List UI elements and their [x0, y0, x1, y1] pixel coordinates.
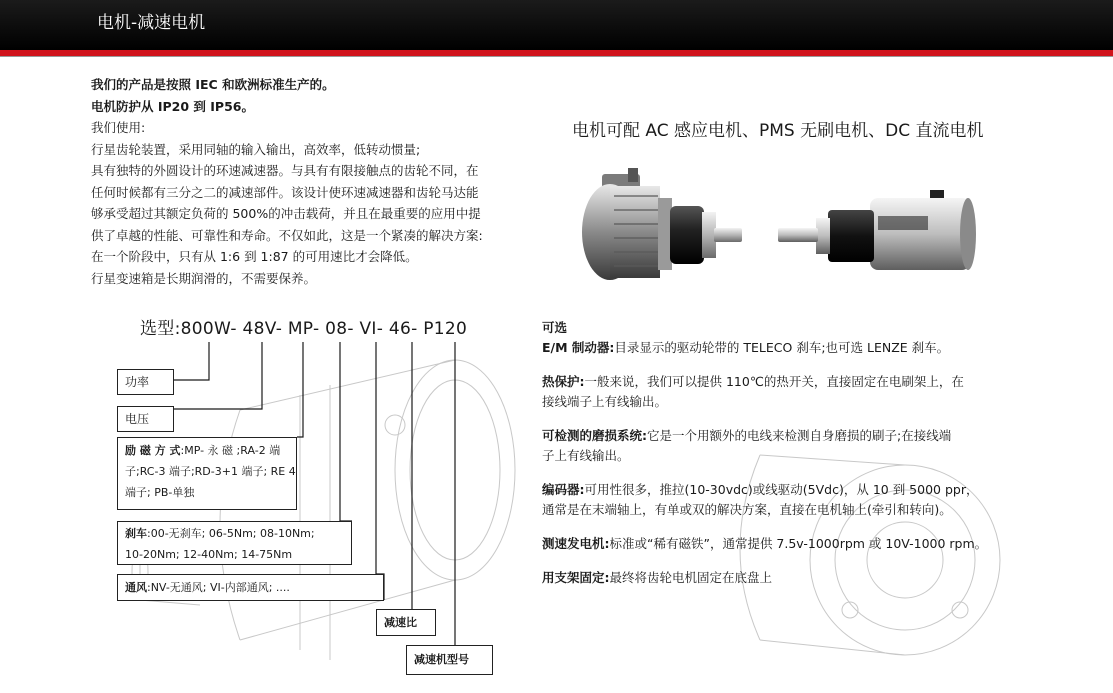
spec-power-text: 功率 — [125, 375, 150, 389]
option-label: 编码器: — [542, 482, 585, 497]
spec-power-label — [117, 369, 174, 395]
spec-brake-box — [117, 521, 352, 565]
spec-voltage-label — [117, 406, 174, 432]
option-text: 一般来说，我们可以提供 110℃的热开关，直接固定在电刷架上，在 — [584, 374, 964, 389]
intro-line: 够承受超过其额定负荷的 500%的冲击载荷，并且在最重要的应用中提 — [91, 206, 481, 221]
options-title: 可选 — [542, 320, 568, 335]
option-text: 目录显示的驱动轮带的 TELECO 刹车;也可选 LENZE 刹车。 — [614, 340, 950, 355]
option-label: 可检测的磨损系统: — [542, 428, 647, 443]
spec-excitation-title: 励 磁 方 式 — [125, 444, 181, 457]
intro-line: 我们使用: — [91, 120, 146, 135]
option-text: 它是一个用额外的电线来检测自身磨损的刷子;在接线端 — [647, 428, 952, 443]
spec-excitation-box — [117, 437, 297, 510]
spec-excitation-text: 子;RC-3 端子;RD-3+1 端子; RE 4 — [125, 465, 296, 478]
spec-ratio-label — [376, 609, 436, 636]
option-item — [542, 568, 1022, 588]
option-text: 标准或“稀有磁铁”，通常提供 7.5v-1000rpm 或 10V-1000 rpm。 — [609, 536, 988, 551]
spec-ventilation-title: 通风 — [125, 581, 147, 594]
intro-line: 我们的产品是按照 IEC 和欧洲标准生产的。 — [91, 77, 335, 92]
spec-gearbox-model-text: 减速机型号 — [414, 653, 469, 666]
spec-brake-text: :00-无刹车; 06-5Nm; 08-10Nm; — [147, 527, 315, 540]
page-title: 电机-减速电机 — [97, 13, 206, 33]
option-label: 用支架固定: — [542, 570, 610, 585]
intro-line: 电机防护从 IP20 到 IP56。 — [91, 98, 254, 114]
option-text: 最终将齿轮电机固定在底盘上 — [609, 570, 773, 585]
spec-excitation-text: 端子; PB-单独 — [125, 486, 195, 499]
spec-excitation-text: :MP- 永 磁 ;RA-2 端 — [180, 444, 281, 457]
spec-brake-text: 10-20Nm; 12-40Nm; 14-75Nm — [125, 548, 293, 561]
spec-voltage-text: 电压 — [125, 412, 150, 426]
option-label: 热保护: — [542, 374, 585, 389]
spec-ventilation-text: :NV-无通风; VI-内部通风; .... — [147, 581, 290, 594]
spec-gearbox-model-label — [406, 645, 493, 675]
option-label: E/M 制动器: — [542, 340, 615, 355]
options-section — [542, 318, 1022, 588]
option-text: 可用性很多，推拉(10-30vdc)或线驱动(5Vdc)，从 10 到 5000 ppr， — [584, 482, 979, 497]
option-text: 接线端子上有线输出。 — [542, 394, 668, 409]
intro-line: 任何时候都有三分之二的减速部件。该设计使环速减速器和齿轮马达能 — [91, 184, 479, 200]
spec-brake-title: 刹车 — [125, 527, 147, 540]
model-code: 选型:800W- 48V- MP- 08- VI- 46- P120 — [140, 319, 468, 339]
option-text: 子上有线输出。 — [542, 448, 630, 463]
spec-ratio-text: 减速比 — [384, 616, 417, 629]
option-item — [542, 338, 1022, 358]
option-item — [542, 534, 1022, 554]
intro-line: 具有独特的外圆设计的环速减速器。与具有有限接触点的齿轮不同，在 — [91, 163, 479, 178]
intro-line: 行星变速箱是长期润滑的，不需要保养。 — [91, 270, 317, 286]
option-item — [542, 372, 1022, 412]
motor-types-heading: 电机可配 AC 感应电机、PMS 无刷电机、DC 直流电机 — [572, 121, 984, 141]
intro-line: 在一个阶段中，只有从 1:6 到 1:87 的可用速比才会降低。 — [91, 249, 418, 264]
option-item — [542, 480, 1022, 520]
spec-ventilation-box — [117, 574, 384, 601]
intro-line: 供了卓越的性能、可靠性和寿命。不仅如此，这是一个紧凑的解决方案: — [91, 227, 483, 243]
option-label: 测速发电机: — [542, 536, 610, 551]
option-text: 通常是在末端轴上，有单或双的解决方案，直接在电机轴上(牵引和转向)。 — [542, 502, 952, 517]
intro-line: 行星齿轮装置，采用同轴的输入输出，高效率，低转动惯量; — [91, 141, 421, 157]
option-item — [542, 426, 1022, 466]
